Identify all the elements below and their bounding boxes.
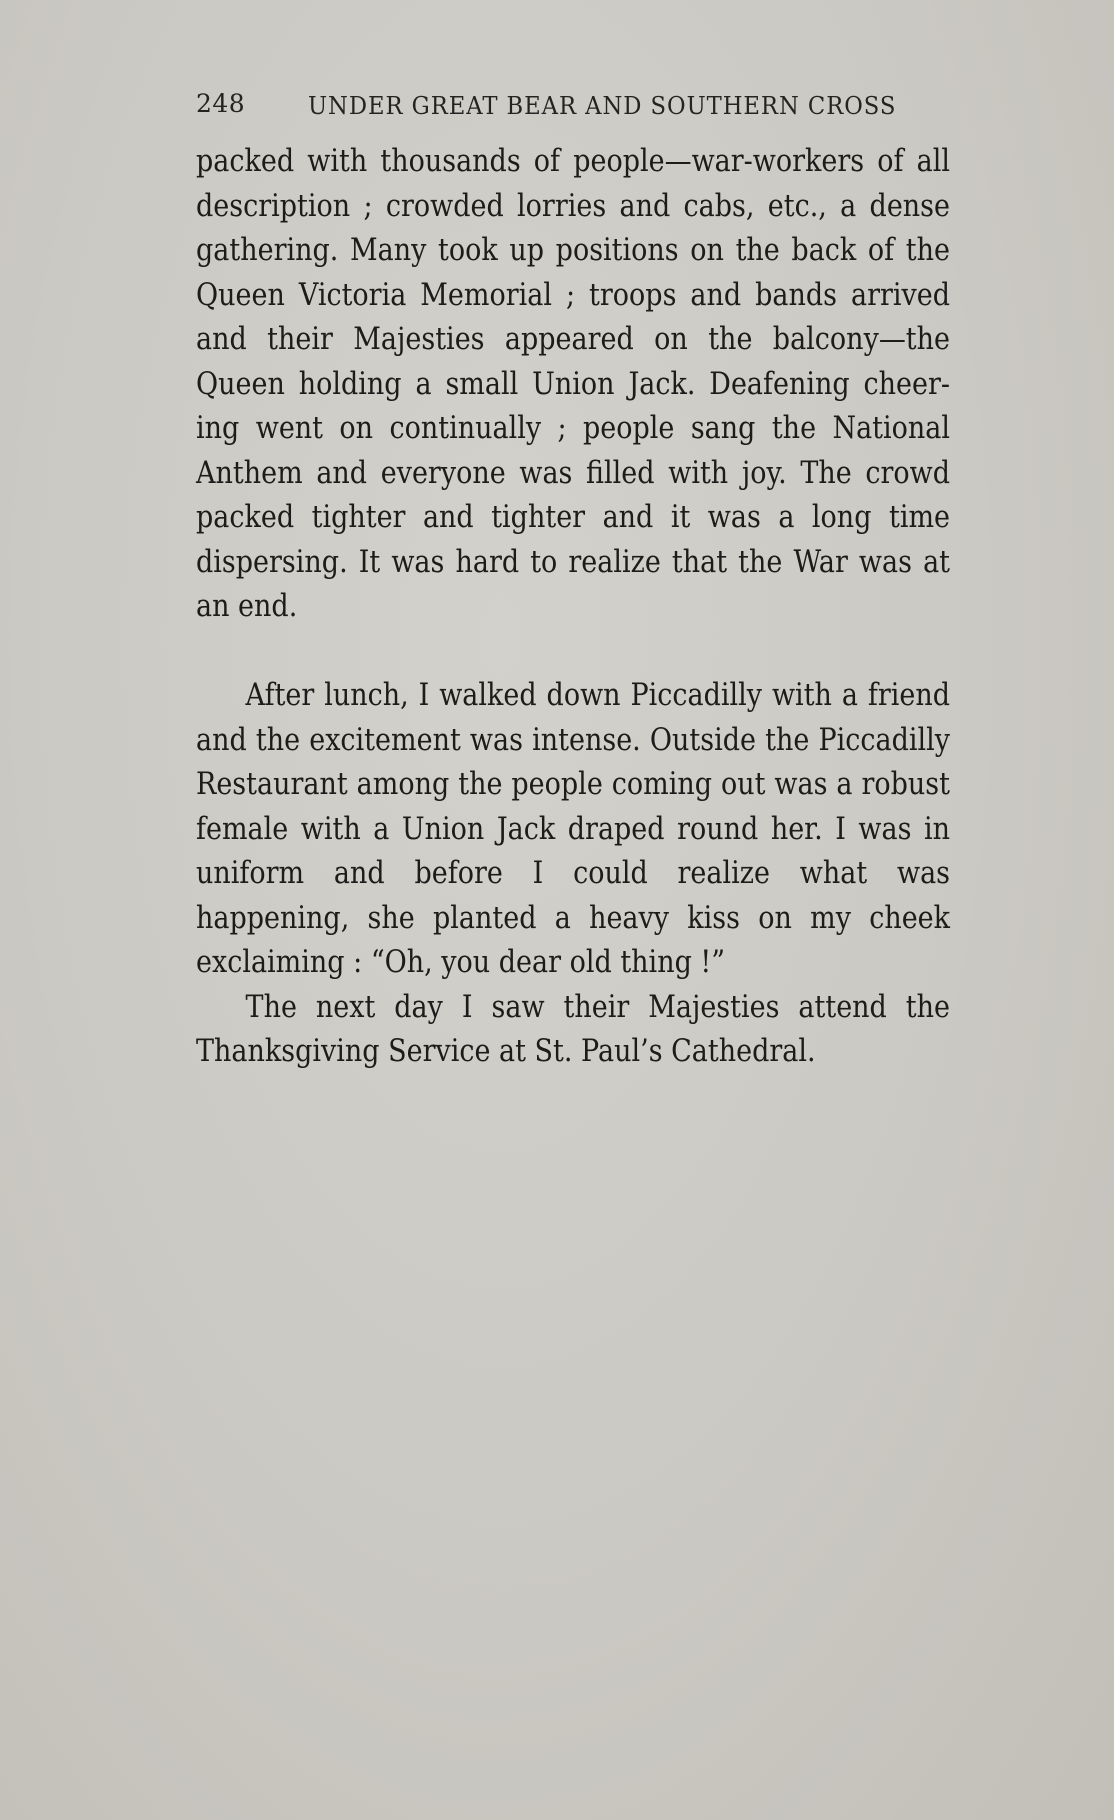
running-head: UNDER GREAT BEAR AND SOUTHERN CROSS (308, 92, 897, 120)
page-header (196, 86, 948, 126)
body-text (196, 140, 950, 1075)
paragraph-continuation: packed with thousands of people—war-workers of all description ; crowded lorries and cabs, etc., a dense gathering. Many took up positions on the back of the Queen Victoria Memorial ; troops and bands arrived and their Majesties appeared on the balcony—the Queen holding a small Union Jack. Deafening cheer-ing went on continually ; people sang the National Anthem and everyone was filled with joy. The crowd packed tighter and tighter and it was a long time dispersing. It was hard to realize that the War was at an end. (196, 144, 951, 624)
paragraph-piccadilly: After lunch, I walked down Piccadilly with a friend and the excitement was intense. Outside the Piccadilly Restaurant among the people coming out was a robust female with a Union Jack draped round her. I was in uniform and before I could realize what was happening, she planted a heavy kiss on my cheek exclaiming : “Oh, you dear old thing !” (196, 678, 951, 980)
page-number: 248 (196, 89, 246, 118)
paragraph-thanksgiving: The next day I saw their Majesties attend the Thanksgiving Service at St. Paul’s Cathedral. (196, 989, 951, 1069)
